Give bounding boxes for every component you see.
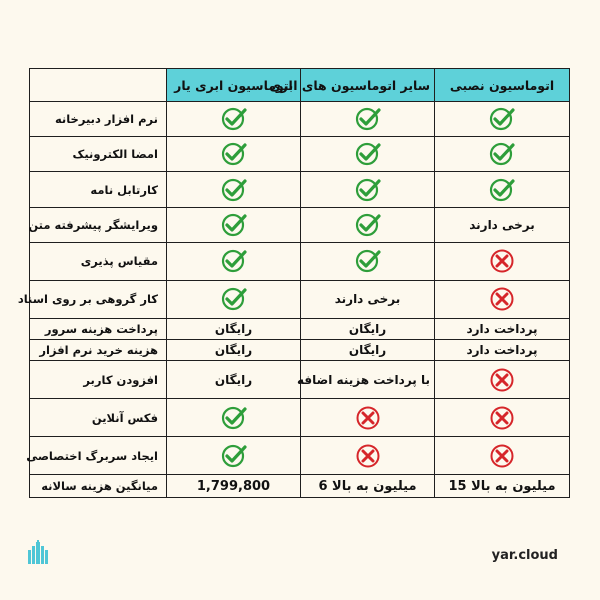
table-row: [30, 172, 570, 207]
cell-value: پرداخت دارد: [435, 318, 570, 339]
table-header-row: [30, 69, 570, 102]
table-row: [30, 340, 570, 361]
check-icon: [167, 399, 301, 437]
comparison-table: [17, 68, 570, 498]
check-icon: [167, 242, 301, 280]
feature-label: مقیاس پذیری: [30, 242, 167, 280]
table-row: [30, 102, 570, 137]
check-icon: [435, 137, 570, 172]
cell-value: رایگان: [167, 361, 301, 399]
check-icon: [167, 437, 301, 475]
comparison-table-wrapper: [17, 68, 569, 498]
header-corner-cell: [30, 69, 167, 102]
check-icon: [301, 137, 435, 172]
feature-label: ویرایشگر پیشرفته متن: [30, 207, 167, 242]
table-row: [30, 399, 570, 437]
check-icon: [435, 102, 570, 137]
cross-icon: [435, 437, 570, 475]
feature-label: فکس آنلاین: [30, 399, 167, 437]
cell-value: برخی دارند: [435, 207, 570, 242]
check-icon: [167, 102, 301, 137]
feature-label: ایجاد سربرگ اختصاصی: [30, 437, 167, 475]
check-icon: [435, 172, 570, 207]
cell-value: با پرداخت هزینه اضافه: [301, 361, 435, 399]
feature-label: افزودن کاربر: [30, 361, 167, 399]
cell-value: 15 میلیون به بالا: [435, 475, 570, 498]
cross-icon: [435, 280, 570, 318]
cross-icon: [435, 242, 570, 280]
table-row: [30, 475, 570, 498]
table-row: [30, 437, 570, 475]
table-row: [30, 207, 570, 242]
brand-url: yar.cloud: [491, 548, 558, 563]
table-body: [17, 102, 570, 498]
cell-value: رایگان: [301, 318, 435, 339]
check-icon: [167, 137, 301, 172]
cross-icon: [435, 399, 570, 437]
check-icon: [301, 242, 435, 280]
check-icon: [167, 280, 301, 318]
cell-value: پرداخت دارد: [435, 340, 570, 361]
header-yar-cloud: اتوماسیون ابری یار: [167, 69, 301, 102]
cell-value: رایگان: [167, 340, 301, 361]
cell-value: 6 میلیون به بالا: [301, 475, 435, 498]
cell-value: رایگان: [301, 340, 435, 361]
cross-icon: [301, 437, 435, 475]
cross-icon: [435, 361, 570, 399]
cell-value: رایگان: [167, 318, 301, 339]
cross-icon: [301, 399, 435, 437]
table-row: [30, 280, 570, 318]
check-icon: [167, 207, 301, 242]
feature-label: میانگین هزینه سالانه: [30, 475, 167, 498]
feature-label: نرم افزار دبیرخانه: [30, 102, 167, 137]
feature-label: کارتابل نامه: [30, 172, 167, 207]
header-other-cloud: سایر اتوماسیون های ابری: [301, 69, 435, 102]
cell-value: برخی دارند: [301, 280, 435, 318]
cell-value: 1,799,800: [167, 475, 301, 498]
feature-label: امضا الکترونیک: [30, 137, 167, 172]
feature-label: کار گروهی بر روی اسناد: [30, 280, 167, 318]
building-logo-icon: [28, 540, 48, 564]
header-installed: اتوماسیون نصبی: [435, 69, 570, 102]
table-row: [30, 318, 570, 339]
check-icon: [301, 172, 435, 207]
feature-label: هزینه خرید نرم افزار: [30, 340, 167, 361]
check-icon: [301, 102, 435, 137]
table-row: [30, 242, 570, 280]
check-icon: [167, 172, 301, 207]
table-row: [30, 361, 570, 399]
table-row: [30, 137, 570, 172]
feature-label: پرداخت هزینه سرور: [30, 318, 167, 339]
check-icon: [301, 207, 435, 242]
